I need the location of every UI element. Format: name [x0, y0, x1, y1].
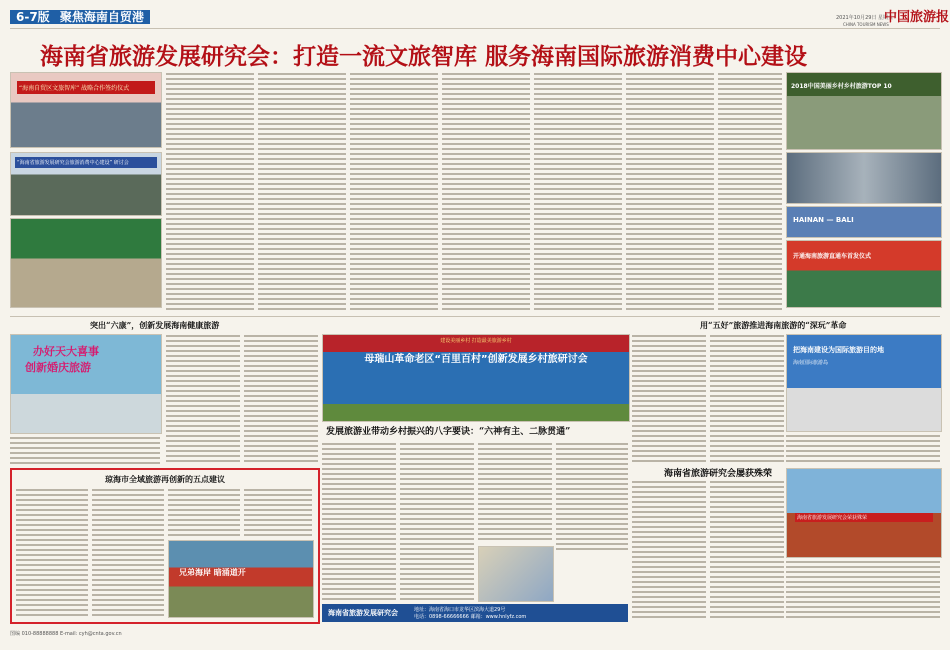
qionghai-col-1: [16, 488, 88, 616]
award-col-3: [786, 560, 940, 618]
direct-train-ceremony-photo: [786, 240, 942, 308]
top10-title: 2018中国美丽乡村乡村旅游TOP 10: [791, 83, 892, 90]
article-column-3: [350, 72, 438, 312]
five-good-heading: 用“五好”旅游推进海南旅游的“深玩”革命: [700, 320, 847, 330]
footer-left-note: 图编 010-88888888 E-mail: cyh@cnta.gov.cn: [10, 631, 122, 637]
book-covers-photo: [478, 546, 554, 602]
award-col-2: [710, 480, 784, 618]
forum-group-photo: [10, 218, 162, 308]
rural-article-col-2: [400, 442, 474, 602]
award-col-1: [632, 480, 706, 618]
seminar-photo: [10, 152, 162, 216]
right-banner: 把海南建设为国际旅游目的地: [793, 346, 884, 354]
section-number: 6-7版: [16, 10, 50, 24]
health-article-col-1: [166, 334, 240, 464]
article-column-2: [258, 72, 346, 312]
qionghai-photo: [168, 540, 314, 618]
health-article-col-2: [244, 334, 318, 464]
award-banner: 海南省旅游发展研究会荣获殊荣: [795, 513, 933, 522]
five-good-article-col-3: [786, 434, 940, 464]
signing-ceremony-photo: [10, 72, 162, 148]
main-headline: 海南省旅游发展研究会：打造一流文旅智库 服务海南国际旅游消费中心建设: [40, 43, 808, 70]
meeting-photo: [786, 152, 942, 204]
footer-org-label: 海南省旅游发展研究会: [328, 609, 398, 617]
wedding-tourism-photo: [10, 334, 162, 434]
award-heading: 海南省旅游研究会屡获殊荣: [664, 469, 773, 479]
section-title: 聚焦海南自贸港: [59, 10, 144, 24]
rural-article-col-3: [478, 442, 552, 542]
rural-article-col-4: [556, 442, 628, 552]
footer-band: [322, 604, 628, 622]
wedding-banner-line-2: 创新婚庆旅游: [25, 361, 91, 374]
qionghai-col-3: [168, 488, 240, 536]
qionghai-col-4: [244, 488, 312, 536]
paper-name: 中国旅游报: [884, 10, 950, 25]
banner-text-2: “海南省旅游发展研究会旅游消费中心建设” 研讨会: [15, 157, 157, 168]
forum-banner-sub: 建设美丽乡村 打造最美旅游乡村: [440, 338, 512, 344]
date-line: 2021年10月29日 星期五: [836, 15, 894, 21]
article-column-1: [166, 72, 254, 312]
wedding-banner-line-1: 办好天大喜事: [33, 345, 99, 358]
article-column-7: [718, 72, 782, 312]
forum-banner: 母瑞山革命老区“百里百村”创新发展乡村旅研讨会: [364, 354, 588, 365]
footer-contact-1: 地址：海南省海口市龙华区滨海大道29号: [414, 607, 506, 613]
health-article-col-0: [10, 436, 160, 464]
paper-name-en: CHINA TOURISM NEWS: [843, 22, 889, 27]
footer-contact-2: 电话：0898-66666666 邮箱：www.hnlyfz.com: [414, 614, 527, 620]
top-rule: [10, 28, 940, 29]
rural-article-col-1: [322, 442, 396, 602]
speaker-photo: [786, 334, 942, 432]
five-good-article-col-1: [632, 334, 706, 464]
qionghai-col-2: [92, 488, 164, 616]
article-column-6: [626, 72, 714, 312]
ceremony-title: 开通海南旅游直通车首发仪式: [793, 253, 872, 260]
top10-photo: [786, 72, 942, 150]
hainan-bali-text: HAINAN — BALI: [793, 216, 854, 224]
rural-revival-heading: 发展旅游业带动乡村振兴的八字要诀：“六神有主、二脉贯通”: [326, 427, 571, 437]
hainan-bali-photo: [786, 206, 942, 238]
article-column-4: [442, 72, 530, 312]
rural-forum-photo: [322, 334, 630, 422]
section-label: [10, 10, 150, 24]
right-banner-sub: 海南国际旅游岛: [793, 360, 829, 366]
inset-banner: 兄弟海岸 暗涌道开: [179, 568, 246, 577]
qionghai-boxed-article: [10, 468, 320, 624]
middle-rule: [10, 316, 940, 317]
award-photo: [786, 468, 942, 558]
banner-text-1: “海南自贸区文旅智库” 战略合作签约仪式: [17, 81, 155, 94]
five-good-article-col-2: [710, 334, 784, 464]
health-tourism-heading: 突出“六康”，创新发展海南健康旅游: [90, 320, 220, 330]
article-column-5: [534, 72, 622, 312]
qionghai-heading: 琼海市全域旅游再创新的五点建议: [105, 474, 225, 484]
